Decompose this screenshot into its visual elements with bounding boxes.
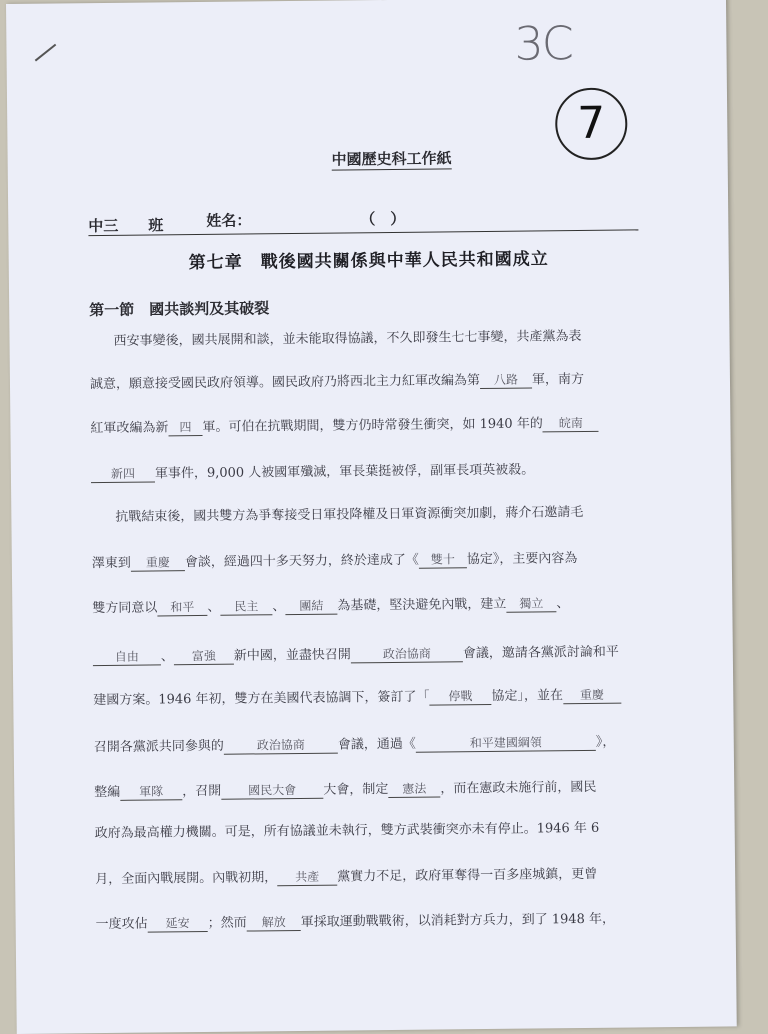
text-run: 整編 — [94, 784, 121, 801]
text-run: 建國方案。1946 年初，雙方在美國代表協調下，簽訂了「 — [93, 689, 430, 709]
text-run: 軍採取運動戰戰術，以消耗對方兵力，到了 1948 年， — [300, 911, 616, 930]
text-line — [113, 325, 581, 349]
handwritten-class-note: 3C — [514, 16, 573, 71]
text-line — [115, 501, 583, 525]
text-line — [95, 817, 600, 841]
text-line — [95, 863, 597, 888]
answer-blank: 自由 — [93, 647, 161, 666]
answer-blank: 民主 — [220, 597, 272, 616]
circled-page-number: 7 — [555, 88, 628, 161]
answer-blank: 重慶 — [131, 553, 185, 572]
text-run: 黨實力不足，政府軍奪得一百多座城鎮，更曾 — [337, 866, 598, 885]
answer-blank: 解放 — [247, 913, 301, 932]
text-run: 協定》，主要內容為 — [466, 551, 578, 568]
text-run: 軍，南方 — [531, 371, 585, 388]
worksheet-title: 中國歷史科工作紙 — [331, 149, 452, 169]
text-run: 召開各黨派共同參與的 — [93, 738, 224, 756]
answer-blank: 共產 — [277, 868, 337, 887]
text-run: ，而在憲政未施行前，國民 — [440, 779, 597, 797]
text-line — [93, 684, 621, 710]
text-run: 新中國，並盡快召開 — [233, 647, 351, 664]
answer-blank: 皖南 — [543, 414, 599, 433]
text-run: 會談，經過四十多天努力，終於達成了《 — [184, 552, 419, 571]
text-run: ；然而 — [207, 915, 247, 931]
answer-blank: 八路 — [480, 371, 532, 390]
text-line — [92, 592, 569, 617]
text-run: 月，全面內戰展開。內戰初期， — [95, 870, 278, 888]
text-run: 會議，邀請各黨派討論和平 — [462, 644, 619, 662]
text-run: 、 — [272, 599, 286, 615]
student-info-line — [88, 203, 638, 236]
text-line — [94, 731, 616, 756]
answer-blank: 四 — [168, 418, 202, 436]
answer-blank: 國民大會 — [221, 781, 323, 800]
answer-blank: 重慶 — [563, 686, 621, 705]
class-number-paren: （ ） — [360, 209, 406, 229]
text-run: 協定」，並在 — [491, 688, 564, 704]
answer-blank: 停戰 — [429, 687, 491, 706]
answer-blank: 政治協商 — [351, 644, 463, 663]
text-line — [96, 908, 616, 933]
text-run: ，召開 — [182, 783, 222, 800]
text-run: 澤東到 — [91, 555, 131, 572]
answer-blank: 延安 — [148, 914, 208, 933]
section-title: 第一節 國共談判及其破裂 — [89, 299, 270, 320]
answer-blank: 獨立 — [506, 594, 556, 613]
pen-mark — [35, 44, 57, 62]
text-run: 》， — [595, 734, 616, 750]
text-line — [90, 412, 599, 437]
text-run: 、 — [556, 596, 570, 612]
text-line — [93, 641, 619, 667]
chapter-title: 第七章 戰後國共關係與中華人民共和國成立 — [188, 249, 549, 274]
answer-blank: 和平建國綱領 — [416, 733, 596, 753]
name-label: 姓名： — [206, 211, 252, 230]
text-run: 軍。可伯在抗戰期間，雙方仍時常發生衝突，如 1940 年的 — [202, 416, 543, 435]
answer-blank: 和平 — [157, 598, 207, 617]
worksheet-paper — [6, 0, 737, 1034]
text-run: 政府為最高權力機關。可是，所有協議並未執行，雙方武裝衝突亦未有停止。1946 年 6 — [94, 820, 600, 842]
text-run: 為基礎，堅決避免內戰，建立 — [337, 596, 507, 614]
answer-blank: 雙十 — [419, 550, 467, 569]
answer-blank: 新四 — [91, 464, 155, 483]
text-run: 會議，通過《 — [337, 736, 416, 753]
text-run: 軍事件，9,000 人被國軍殲滅，軍長葉挺被俘，副軍長項英被殺。 — [154, 462, 535, 482]
answer-blank: 團結 — [285, 597, 337, 616]
text-line — [91, 458, 535, 483]
text-run: 、 — [207, 599, 221, 615]
text-run: 一度攻佔 — [95, 916, 148, 933]
answer-blank: 政治協商 — [224, 736, 338, 755]
text-line — [90, 368, 584, 393]
text-run: 、 — [160, 649, 174, 665]
text-line — [92, 547, 578, 572]
answer-blank: 憲法 — [388, 779, 440, 798]
text-run: 西安事變後，國共展開和談，並未能取得協議，不久即發生七七事變，共產黨為表 — [113, 328, 582, 349]
text-run: 大會，制定 — [323, 782, 389, 798]
text-run: 誠意，願意接受國民政府領導。國民政府乃將西北主力紅軍改編為第 — [89, 373, 481, 393]
text-run: 雙方同意以 — [92, 600, 158, 617]
text-run: 抗戰結束後，國共雙方為爭奪接受日軍投降權及日軍資源衝突加劇，蔣介石邀請毛 — [115, 504, 584, 525]
text-run: 紅軍改編為新 — [90, 420, 169, 437]
text-line — [94, 776, 596, 801]
answer-blank: 富強 — [174, 647, 234, 666]
answer-blank: 軍隊 — [120, 782, 182, 801]
class-label: 中三 班 — [88, 216, 164, 236]
